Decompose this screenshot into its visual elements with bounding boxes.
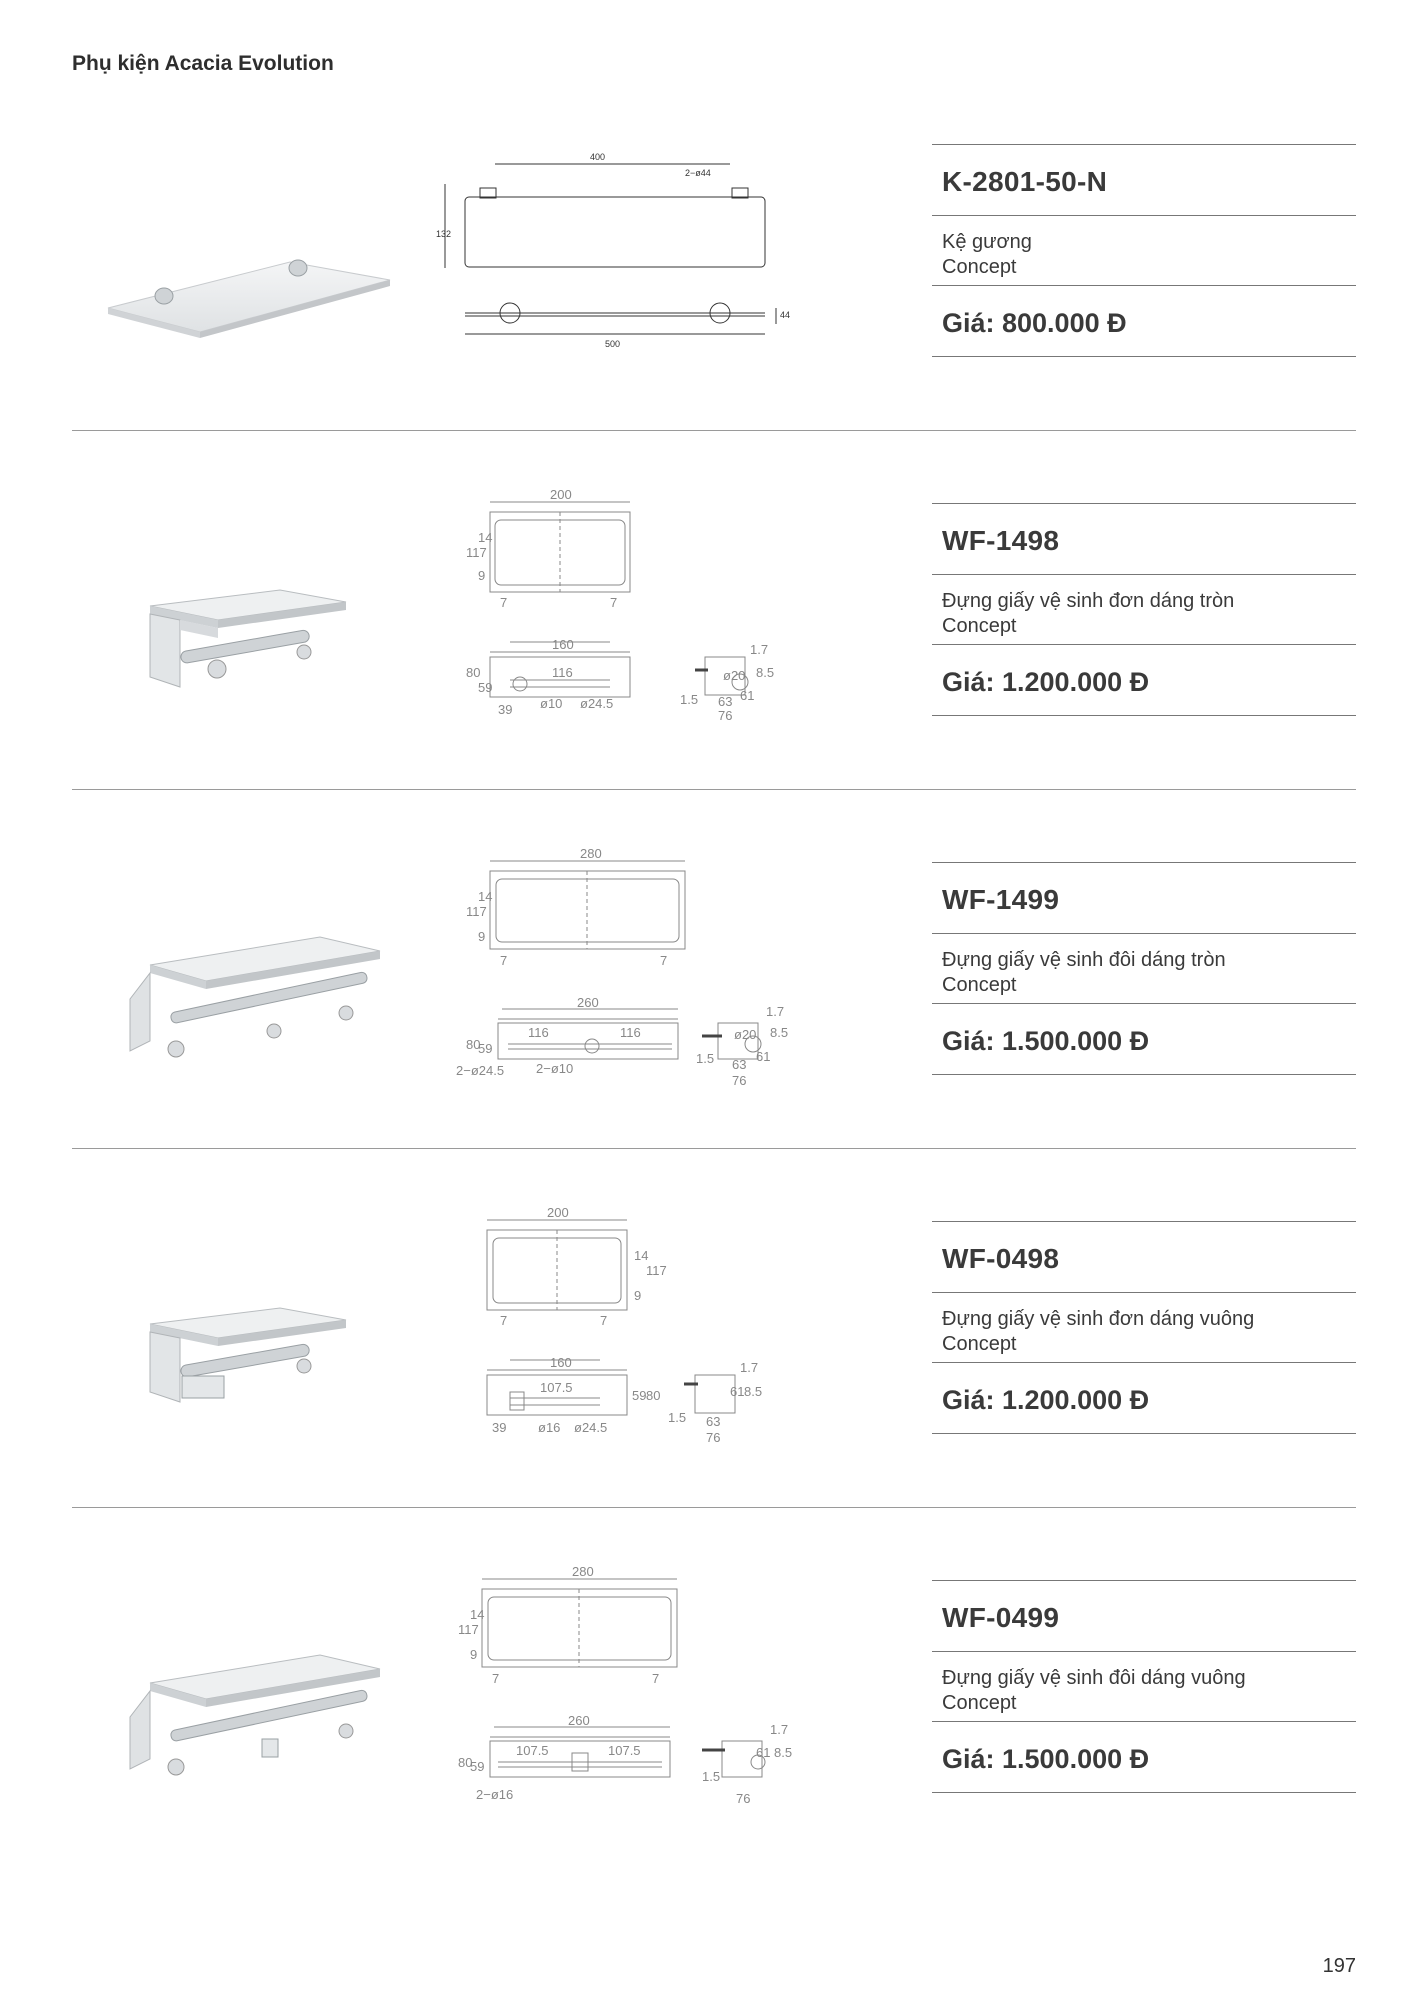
dim-label: 1.5	[696, 1051, 715, 1066]
product-name: Đựng giấy vệ sinh đôi dáng vuông	[942, 1667, 1246, 1689]
dim-label: 260	[577, 995, 599, 1010]
dim-label: 1.7	[750, 642, 769, 657]
product-line: Concept	[942, 974, 1017, 996]
dim-label: 107.5	[540, 1380, 573, 1395]
technical-drawing	[436, 72, 840, 430]
product-description	[932, 934, 1356, 1003]
dim-label: 76	[732, 1073, 747, 1088]
dim-label: ø16	[538, 1420, 561, 1435]
dim-label: 9	[634, 1288, 642, 1303]
dim-label: 8.5	[770, 1025, 789, 1040]
dim-label: 132	[436, 229, 452, 239]
product-photo	[90, 1549, 420, 1809]
dim-label: 63	[732, 1057, 747, 1072]
product-description	[932, 575, 1356, 644]
product-line: Concept	[942, 1692, 1017, 1714]
dim-label: 116	[528, 1025, 549, 1040]
dim-label: 76	[706, 1430, 721, 1445]
dim-label: 200	[550, 487, 572, 502]
product-row	[0, 432, 1428, 790]
product-line: Concept	[942, 615, 1017, 637]
dim-label: 160	[550, 1355, 572, 1370]
product-photo	[90, 112, 420, 372]
product-price: Giá: 1.200.000 Đ	[942, 667, 1150, 697]
product-name: Đựng giấy vệ sinh đơn dáng vuông	[942, 1308, 1255, 1330]
product-price: Giá: 1.500.000 Đ	[942, 1744, 1150, 1774]
technical-drawing	[440, 432, 840, 790]
dim-label: 80	[646, 1388, 661, 1403]
product-code: WF-0498	[942, 1243, 1060, 1274]
row-divider	[72, 430, 1356, 431]
dim-label: 61	[740, 688, 755, 703]
dim-label: 107.5	[516, 1743, 549, 1758]
dim-label: 1.7	[766, 1004, 785, 1019]
dim-label: 1.5	[702, 1769, 721, 1784]
product-info	[932, 144, 1356, 357]
dim-label: 63	[718, 694, 733, 709]
dim-label: 280	[580, 846, 602, 861]
dim-label: 7	[500, 595, 508, 610]
product-photo	[90, 1190, 420, 1450]
product-row	[0, 72, 1428, 430]
product-line: Concept	[942, 1333, 1017, 1355]
dim-label: ø20	[723, 668, 746, 683]
dim-label: 200	[547, 1205, 569, 1220]
dim-label: 117	[466, 904, 487, 919]
dim-label: 44	[780, 310, 791, 320]
dim-label: 7	[500, 1313, 508, 1328]
row-divider	[72, 1148, 1356, 1149]
dim-label: 14	[478, 530, 493, 545]
dim-label: 8.5	[756, 665, 775, 680]
dim-label: 9	[478, 568, 486, 583]
technical-drawing	[440, 791, 840, 1149]
product-description	[932, 1293, 1356, 1362]
dim-label: 7	[500, 953, 508, 968]
product-row	[0, 1150, 1428, 1508]
dim-label: 7	[660, 953, 668, 968]
product-price: Giá: 1.500.000 Đ	[942, 1026, 1150, 1056]
dim-label: 59	[470, 1759, 485, 1774]
dim-label: 280	[572, 1564, 594, 1579]
product-name: Đựng giấy vệ sinh đôi dáng tròn	[942, 949, 1226, 971]
product-photo	[90, 472, 420, 732]
dim-label: 9	[470, 1647, 478, 1662]
dim-label: 61	[756, 1049, 771, 1064]
product-name: Đựng giấy vệ sinh đơn dáng tròn	[942, 590, 1235, 612]
dim-label: 61	[756, 1745, 771, 1760]
dim-label: ø10	[540, 696, 563, 711]
dim-label: 80	[466, 665, 481, 680]
dim-label: 61	[730, 1384, 745, 1399]
product-code: WF-0499	[942, 1602, 1060, 1633]
dim-label: 2−ø44	[685, 168, 711, 178]
dim-label: 400	[590, 152, 606, 162]
dim-label: 14	[478, 889, 493, 904]
technical-drawing	[440, 1150, 840, 1508]
dim-label: 117	[458, 1622, 479, 1637]
dim-label: 7	[600, 1313, 608, 1328]
product-description	[932, 1652, 1356, 1721]
dim-label: 1.5	[680, 692, 699, 707]
dim-label: 116	[620, 1025, 641, 1040]
product-info	[932, 1580, 1356, 1793]
product-description	[932, 216, 1356, 285]
dim-label: 1.7	[770, 1722, 789, 1737]
row-divider	[72, 1507, 1356, 1508]
dim-label: 39	[492, 1420, 507, 1435]
dim-label: 39	[498, 702, 513, 717]
page-number: 197	[1322, 1955, 1356, 1977]
product-price: Giá: 1.200.000 Đ	[942, 1385, 1150, 1415]
dim-label: 80	[458, 1755, 473, 1770]
dim-label: 160	[552, 637, 574, 652]
product-row	[0, 1509, 1428, 1867]
dim-label: 59	[478, 680, 493, 695]
dim-label: 2−ø10	[536, 1061, 574, 1076]
dim-label: 2−ø24.5	[456, 1063, 505, 1078]
dim-label: 260	[568, 1713, 590, 1728]
product-photo	[90, 831, 420, 1091]
dim-label: 76	[718, 708, 733, 723]
dim-label: 76	[736, 1791, 751, 1806]
dim-label: 117	[646, 1263, 667, 1278]
product-info	[932, 862, 1356, 1075]
dim-label: 107.5	[608, 1743, 641, 1758]
dim-label: 7	[652, 1671, 660, 1686]
dim-label: 1.7	[740, 1360, 759, 1375]
technical-drawing	[440, 1509, 840, 1867]
dim-label: 7	[610, 595, 618, 610]
dim-label: 2−ø16	[476, 1787, 514, 1802]
product-name: Kệ gương	[942, 231, 1032, 253]
dim-label: 14	[634, 1248, 649, 1263]
dim-label: 116	[552, 665, 573, 680]
dim-label: 8.5	[744, 1384, 763, 1399]
product-price: Giá: 800.000 Đ	[942, 308, 1127, 338]
row-divider	[72, 789, 1356, 790]
product-code: WF-1499	[942, 884, 1060, 915]
product-code: K-2801-50-N	[942, 166, 1108, 197]
dim-label: 8.5	[774, 1745, 793, 1760]
dim-label: 9	[478, 929, 486, 944]
dim-label: 14	[470, 1607, 485, 1622]
dim-label: 59	[632, 1388, 647, 1403]
page-header: Phụ kiện Acacia Evolution	[72, 52, 334, 75]
dim-label: 500	[605, 339, 621, 349]
dim-label: 59	[478, 1041, 493, 1056]
dim-label: ø24.5	[580, 696, 614, 711]
product-row	[0, 791, 1428, 1149]
dim-label: 1.5	[668, 1410, 687, 1425]
dim-label: 117	[466, 545, 487, 560]
dim-label: 80	[466, 1037, 481, 1052]
dim-label: ø24.5	[574, 1420, 608, 1435]
product-info	[932, 503, 1356, 716]
dim-label: 63	[706, 1414, 721, 1429]
dim-label: ø20	[734, 1027, 757, 1042]
dim-label: 7	[492, 1671, 500, 1686]
product-code: WF-1498	[942, 525, 1060, 556]
product-info	[932, 1221, 1356, 1434]
product-line: Concept	[942, 256, 1017, 278]
